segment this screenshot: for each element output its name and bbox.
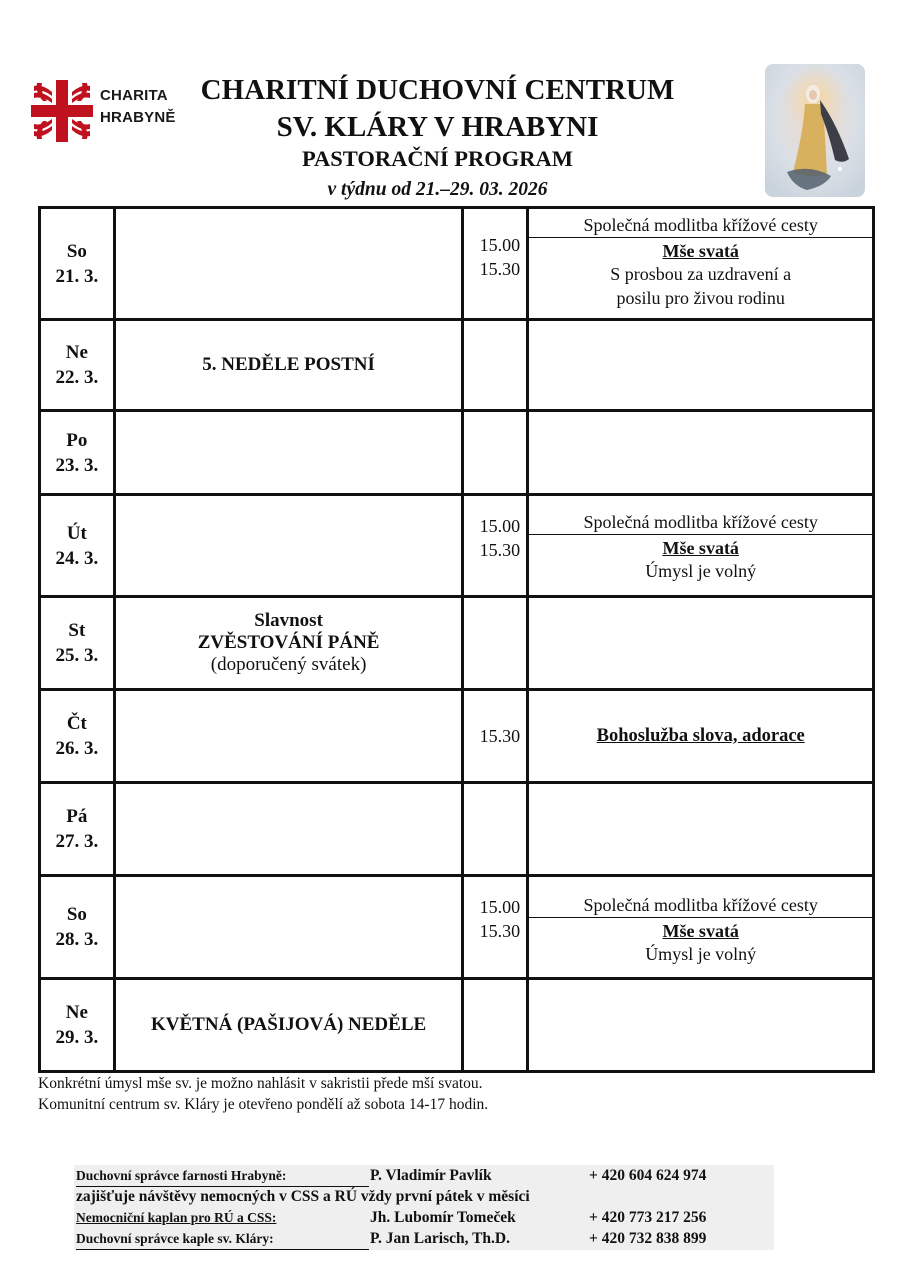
page-title-line2: SV. KLÁRY V HRABYNI <box>276 111 599 143</box>
feast-note: (doporučený svátek) <box>210 654 367 675</box>
time-cell <box>463 320 528 411</box>
time-cell <box>463 690 528 783</box>
time: 15.00 <box>479 516 521 536</box>
contact-role <box>76 1207 276 1228</box>
contact-name: P. Jan Larisch, Th.D. <box>370 1230 510 1247</box>
table-row <box>40 320 874 411</box>
time-cell <box>463 876 528 979</box>
weekday: Po <box>66 429 88 451</box>
date: 27. 3. <box>55 831 99 852</box>
table-row <box>40 876 874 979</box>
feast-cell <box>114 597 463 690</box>
contact-phone: + 420 773 217 256 <box>589 1209 707 1226</box>
event-cell <box>528 979 874 1072</box>
event-liturgy-adoration: Bohoslužba slova, adorace <box>596 725 805 746</box>
event-cell <box>528 411 874 495</box>
event-cell <box>528 208 874 320</box>
logo-line1: CHARITA <box>100 87 168 104</box>
contact-note: zajišťuje návštěvy nemocných v CSS a RÚ vždy první pátek v měsíci <box>76 1188 530 1205</box>
feast-cell: KVĚTNÁ (PAŠIJOVÁ) NEDĚLE <box>114 979 463 1072</box>
table-row <box>40 597 874 690</box>
feast-cell <box>114 411 463 495</box>
contact-name: Jh. Lubomír Tomeček <box>370 1209 516 1226</box>
date: 23. 3. <box>55 454 99 476</box>
date: 29. 3. <box>55 1027 99 1048</box>
day-cell <box>40 597 115 690</box>
saint-clare-painting <box>765 64 865 197</box>
feast-name: ZVĚSTOVÁNÍ PÁNĚ <box>197 632 380 653</box>
feast-cell <box>114 690 463 783</box>
weekday: Ne <box>65 342 88 363</box>
note-intentions: Konkrétní úmysl mše sv. je možno nahlásit v sakristii přede mší svatou. <box>38 1075 483 1092</box>
program-title: PASTORAČNÍ PROGRAM <box>301 146 574 171</box>
event-cell <box>528 320 874 411</box>
day-cell <box>40 783 115 876</box>
time-cell <box>463 783 528 876</box>
feast-cell <box>114 208 463 320</box>
time-cell <box>463 208 528 320</box>
weekday: Ne <box>65 1002 88 1023</box>
feast-cell <box>114 783 463 876</box>
day-cell <box>40 411 115 495</box>
date: 21. 3. <box>55 265 99 287</box>
contact-row <box>74 1165 774 1186</box>
contact-phone: + 420 604 624 974 <box>589 1167 707 1184</box>
table-row <box>40 208 874 320</box>
time-cell <box>463 411 528 495</box>
time: 15.30 <box>479 259 521 279</box>
contact-row <box>74 1207 774 1228</box>
program-table <box>38 206 875 1073</box>
table-row <box>40 979 874 1072</box>
contacts-box <box>74 1165 774 1250</box>
contact-note-row <box>74 1186 774 1207</box>
mass-intention: S prosbou za uzdravení a <box>610 264 792 284</box>
contact-role-text: Duchovní správce farnosti Hrabyně: <box>76 1165 369 1187</box>
mass-intention: Úmysl je volný <box>645 561 757 581</box>
weekday: Čt <box>66 713 87 734</box>
weekday: Út <box>66 522 87 544</box>
event-way-of-cross: Společná modlitba křížové cesty <box>529 209 872 238</box>
feast-cell: 5. NEDĚLE POSTNÍ <box>114 320 463 411</box>
date: 25. 3. <box>55 645 99 666</box>
event-cell <box>528 597 874 690</box>
contact-name: P. Vladimír Pavlík <box>370 1167 492 1184</box>
date: 26. 3. <box>55 738 99 759</box>
table-row <box>40 690 874 783</box>
weekday: Pá <box>66 806 88 827</box>
mass-intention: posilu pro živou rodinu <box>616 288 785 308</box>
page-title: CHARITNÍ DUCHOVNÍ CENTRUM <box>200 74 675 106</box>
logo-line2: HRABYNĚ <box>100 109 176 126</box>
week-range: v týdnu od 21.–29. 03. 2026 <box>327 179 548 200</box>
time-cell <box>463 979 528 1072</box>
day-cell <box>40 690 115 783</box>
contact-role <box>76 1165 369 1187</box>
event-way-of-cross: Společná modlitba křížové cesty <box>529 893 872 918</box>
event-cell <box>528 876 874 979</box>
day-cell <box>40 979 115 1072</box>
day-cell <box>40 495 115 597</box>
table-row <box>40 495 874 597</box>
day-cell <box>40 876 115 979</box>
date: 24. 3. <box>55 547 99 569</box>
weekday: So <box>66 904 87 925</box>
time-cell <box>463 597 528 690</box>
time: 15.00 <box>479 897 521 917</box>
feast-type: Slavnost <box>254 610 323 631</box>
day-cell <box>40 320 115 411</box>
day-cell <box>40 208 115 320</box>
contact-role-text: Nemocniční kaplan pro RÚ a CSS: <box>76 1210 277 1225</box>
event-mass: Mše svatá <box>662 241 739 261</box>
time: 15.30 <box>479 726 521 746</box>
feast-cell <box>114 876 463 979</box>
date: 22. 3. <box>55 367 99 388</box>
note-opening-hours: Komunitní centrum sv. Kláry je otevřeno pondělí až sobota 14-17 hodin. <box>38 1096 489 1113</box>
date: 28. 3. <box>55 929 99 950</box>
event-cell <box>528 690 874 783</box>
event-cell <box>528 495 874 597</box>
time: 15.30 <box>479 921 521 941</box>
contact-phone: + 420 732 838 899 <box>589 1230 707 1247</box>
event-cell <box>528 783 874 876</box>
table-row <box>40 783 874 876</box>
feast-cell <box>114 495 463 597</box>
charita-cross-icon <box>31 80 93 142</box>
event-mass: Mše svatá <box>662 921 739 941</box>
time-cell <box>463 495 528 597</box>
contact-role-text: Duchovní správce kaple sv. Kláry: <box>76 1228 369 1250</box>
event-way-of-cross: Společná modlitba křížové cesty <box>529 510 872 535</box>
event-mass: Mše svatá <box>662 538 739 558</box>
time: 15.00 <box>479 235 521 255</box>
weekday: St <box>68 620 86 641</box>
contact-role <box>76 1228 369 1250</box>
notes <box>38 1073 488 1115</box>
weekday: So <box>66 240 87 262</box>
mass-intention: Úmysl je volný <box>645 944 757 964</box>
table-row <box>40 411 874 495</box>
contact-row <box>74 1228 774 1249</box>
time: 15.30 <box>479 540 521 560</box>
